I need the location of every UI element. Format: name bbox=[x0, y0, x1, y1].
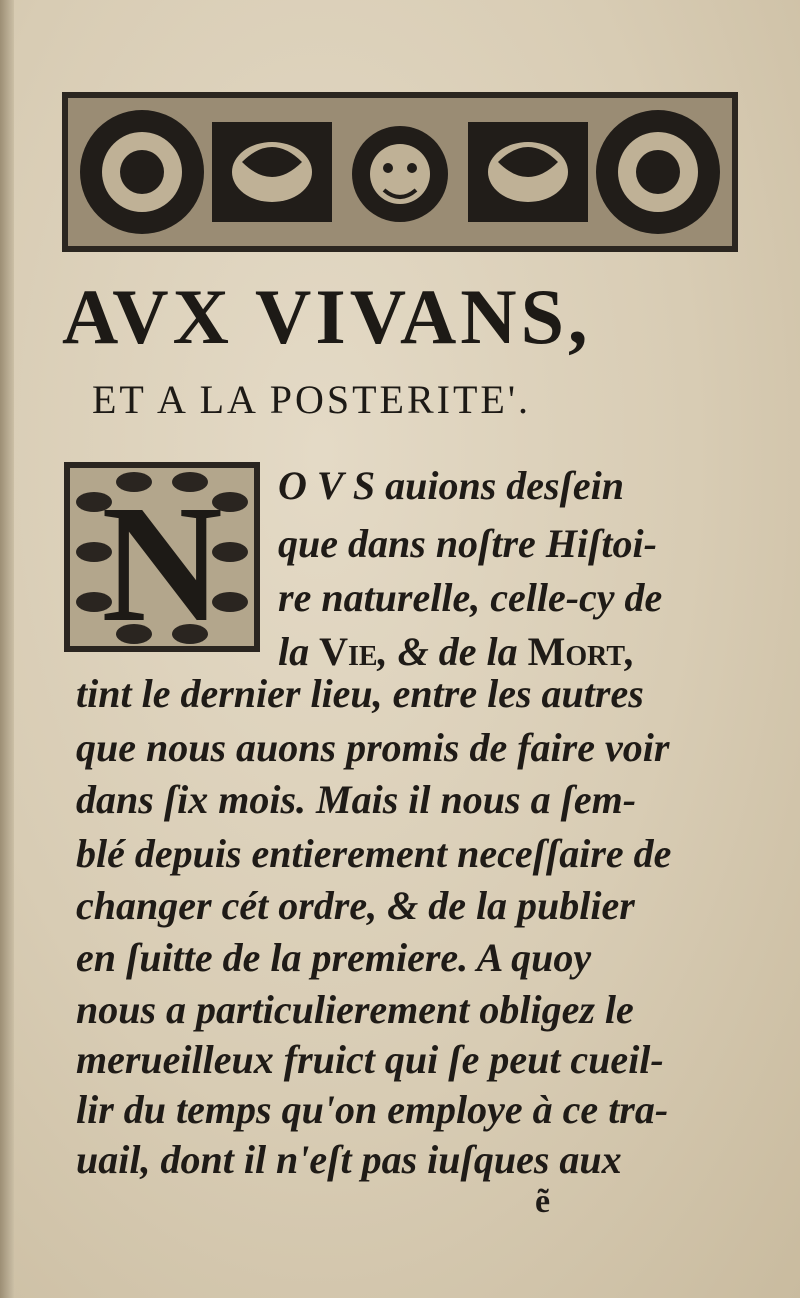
text-line-2: que dans noſtre Hiſtoi- bbox=[278, 521, 657, 566]
text-line-4 bbox=[278, 629, 636, 674]
decorated-initial bbox=[64, 462, 260, 652]
text-line-6: que nous auons promis de faire voir bbox=[76, 725, 670, 770]
page-title: AVX VIVANS, bbox=[62, 273, 592, 360]
text-line-9: changer cét ordre, & de la publier bbox=[76, 883, 635, 928]
text-line-4-part2: , & de la bbox=[377, 629, 528, 674]
word-mort: Mort bbox=[527, 629, 626, 674]
ornamental-headpiece bbox=[62, 92, 738, 252]
text-line-10: en ſuitte de la premiere. A quoy bbox=[76, 935, 592, 980]
text-line-4-part3: , bbox=[625, 629, 636, 674]
text-line-14: uail, dont il n'eſt pas iuſques aux bbox=[76, 1137, 622, 1182]
word-vie: Vie bbox=[319, 629, 378, 674]
text-line-8: blé depuis entierement neceſſaire de bbox=[76, 831, 672, 876]
text-line-7: dans ſix mois. Mais il nous a ſem- bbox=[76, 777, 637, 822]
text-line-1: O V S auions desſein bbox=[278, 463, 625, 508]
text-line-12: merueilleux fruict qui ſe peut cueil- bbox=[76, 1037, 664, 1082]
signature-mark: ẽ bbox=[535, 1183, 551, 1220]
text-line-11: nous a particulierement obligez le bbox=[76, 987, 634, 1032]
text-line-3: re naturelle, celle-cy de bbox=[278, 575, 663, 620]
svg-text:N: N bbox=[101, 471, 223, 652]
text-line-13: lir du temps qu'on employe à ce tra- bbox=[76, 1087, 669, 1132]
text-line-5: tint le dernier lieu, entre les autres bbox=[76, 671, 644, 716]
page-subtitle: ET A LA POSTERITE'. bbox=[92, 377, 532, 422]
text-line-4-part1: la bbox=[278, 629, 320, 674]
page-edge bbox=[0, 0, 14, 1298]
